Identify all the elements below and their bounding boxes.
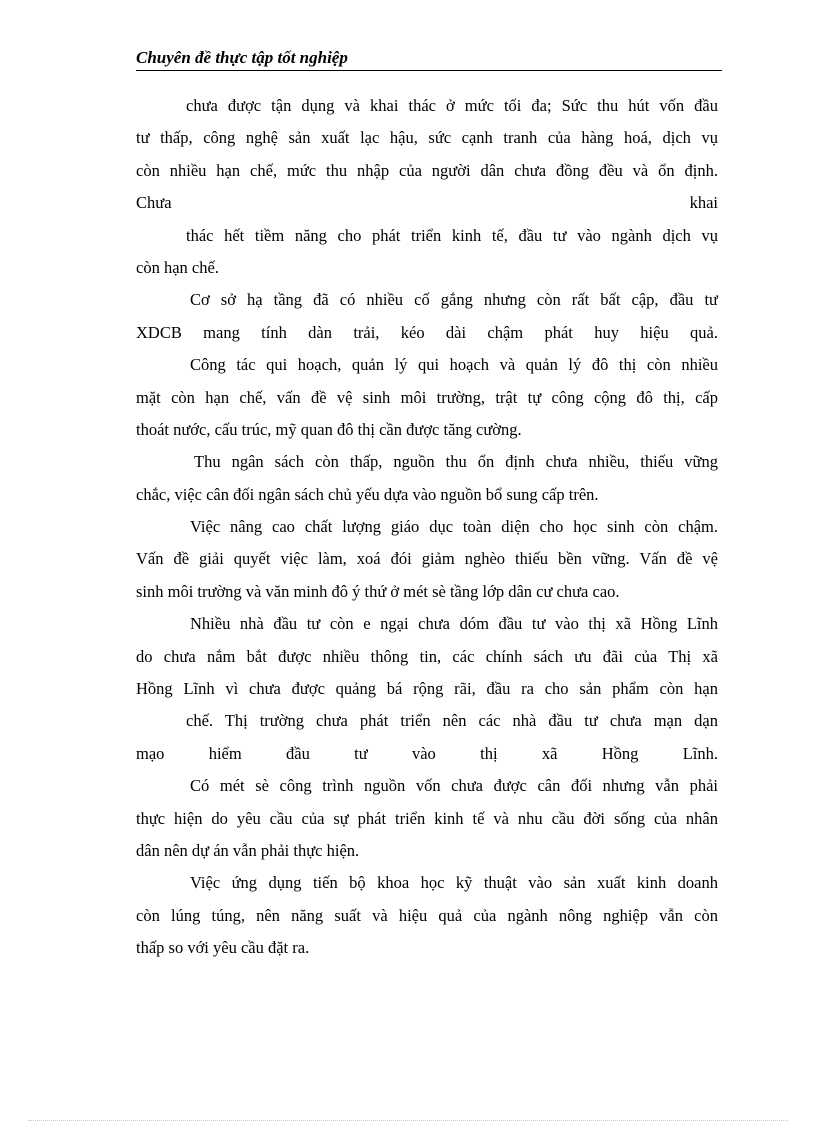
text-line: thấp so với yêu cầu đặt ra. bbox=[136, 938, 310, 958]
text-line: tư thấp, công nghệ sản xuất lạc hậu, sức cạnh tranh của hàng hoá, dịch vụ bbox=[136, 128, 718, 148]
text-line: Công tác qui hoạch, quản lý qui hoạch và quản lý đô thị còn nhiều bbox=[190, 355, 718, 375]
text-line: mạo hiểm đầu tư vào thị xã Hồng Lĩnh. bbox=[136, 743, 718, 763]
text-line: còn hạn chế. bbox=[136, 257, 219, 277]
text-line: thoát nước, cấu trúc, mỹ quan đô thị cần được tăng cường. bbox=[136, 419, 522, 439]
text-line: chế. Thị trường chưa phát triển nên các nhà đầu tư chưa mạn dạn bbox=[186, 711, 718, 731]
text-line: Vấn đề giải quyết việc làm, xoá đói giảm nghèo thiếu bền vững. Vấn đề vệ bbox=[136, 549, 718, 569]
text-line: Có mét sè công trình nguồn vốn chưa được cân đối nhưng vẫn phải bbox=[190, 776, 718, 796]
text-line: Thu ngân sách còn thấp, nguồn thu ổn định chưa nhiều, thiếu vững bbox=[194, 452, 718, 472]
text-line: Việc ứng dụng tiến bộ khoa học kỹ thuật vào sản xuất kinh doanh bbox=[190, 873, 718, 893]
text-line: Chưa khai bbox=[136, 193, 718, 213]
header-title: Chuyên đề thực tập tốt nghiệp bbox=[136, 48, 348, 67]
text-line: còn lúng túng, nên năng suất và hiệu quả của ngành nông nghiệp vẫn còn bbox=[136, 905, 718, 925]
page-header bbox=[136, 48, 722, 71]
text-line: Việc nâng cao chất lượng giáo dục toàn diện cho học sinh còn chậm. bbox=[190, 517, 718, 537]
text-line: Hồng Lĩnh vì chưa được quảng bá rộng rãi, đầu ra cho sản phẩm còn hạn bbox=[136, 679, 718, 699]
text-line: chưa được tận dụng và khai thác ở mức tối đa; Sức thu hút vốn đầu bbox=[186, 96, 718, 115]
text-line: Cơ sở hạ tầng đã có nhiều cố gắng nhưng còn rất bất cập, đầu tư bbox=[190, 290, 718, 310]
text-line: do chưa nắm bắt được nhiều thông tin, các chính sách ưu đãi của Thị xã bbox=[136, 646, 718, 666]
text-line: thác hết tiềm năng cho phát triển kinh tế, đầu tư vào ngành dịch vụ bbox=[186, 225, 718, 245]
text-line: mặt còn hạn chế, vấn đề vệ sinh môi trường, trật tự công cộng đô thị, cấp bbox=[136, 387, 718, 407]
page-bottom-border bbox=[28, 1120, 788, 1121]
text-line: XDCB mang tính dàn trải, kéo dài chậm phát huy hiệu quả. bbox=[136, 322, 718, 342]
text-line: chắc, việc cân đối ngân sách chủ yếu dựa vào nguồn bổ sung cấp trên. bbox=[136, 484, 599, 504]
document-body bbox=[136, 90, 718, 965]
text-line: Nhiều nhà đầu tư còn e ngại chưa dóm đầu tư vào thị xã Hồng Lĩnh bbox=[190, 614, 718, 634]
text-line: còn nhiều hạn chế, mức thu nhập của người dân chưa đồng đều và ổn định. bbox=[136, 160, 718, 180]
text-line: thực hiện do yêu cầu của sự phát triển kinh tế và nhu cầu đời sống của nhân bbox=[136, 808, 718, 828]
text-line: dân nên dự án vẫn phải thực hiện. bbox=[136, 840, 360, 860]
text-line: sinh môi trường và văn minh đô ý thứ ở mét sè tầng lớp dân cư chưa cao. bbox=[136, 581, 620, 601]
